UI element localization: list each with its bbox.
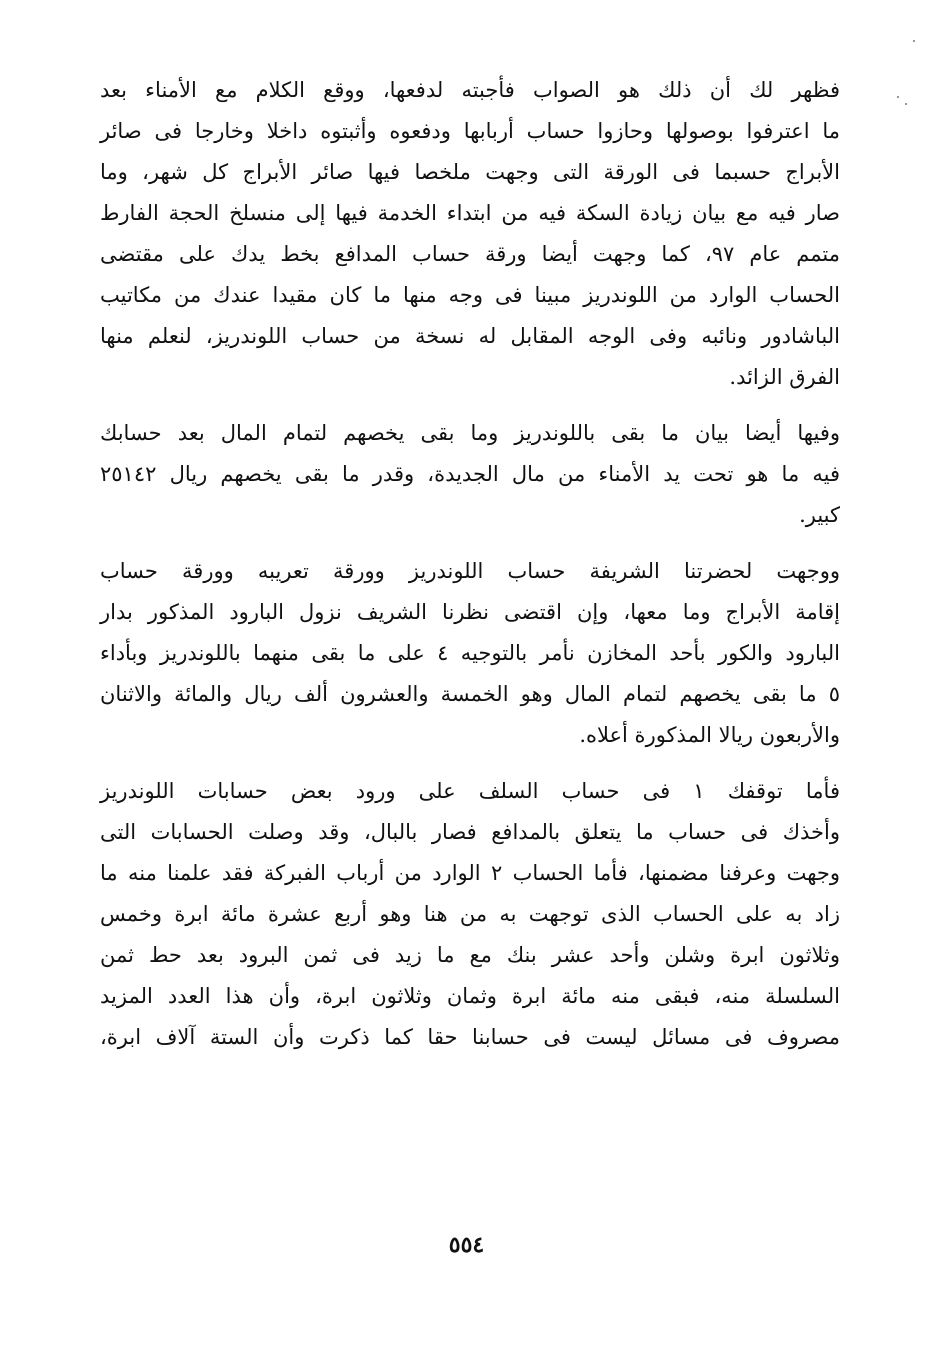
text-line: إقامة الأبراج وما معها، وإن اقتضى نظرنا الشريف نزول البارود المذكور بدار xyxy=(100,600,840,624)
text-line: السلسلة منه، فبقى منه مائة ابرة وثمان وثلاثون ابرة، وأن هذا العدد المزيد xyxy=(100,984,840,1008)
scan-speck xyxy=(897,96,899,98)
text-line: فظهر لك أن ذلك هو الصواب فأجبته لدفعها، ووقع الكلام مع الأمناء بعد xyxy=(100,78,840,102)
paragraph-2 xyxy=(100,413,840,536)
text-line: ما اعترفوا بوصولها وحازوا حساب أربابها ودفعوه وأثبتوه داخلا وخارجا فى صائر xyxy=(100,119,840,143)
text-line: والأربعون ريالا المذكورة أعلاه. xyxy=(579,723,840,747)
text-line: وفيها أيضا بيان ما بقى باللوندريز وما بقى يخصهم لتمام المال بعد حسابك xyxy=(100,421,840,445)
body-text xyxy=(100,70,840,1073)
text-line: الأبراج حسبما فى الورقة التى وجهت ملخصا فيها صائر الأبراج كل شهر، وما xyxy=(100,160,840,184)
text-line: البارود والكور بأحد المخازن نأمر بالتوجيه ٤ على ما بقى منهما باللوندريز وبأداء xyxy=(100,641,840,665)
paragraph-1 xyxy=(100,70,840,398)
scan-speck xyxy=(905,103,907,105)
text-line: فيه ما هو تحت يد الأمناء من مال الجديدة، وقدر ما بقى يخصهم ريال ٢٥١٤٢ xyxy=(100,462,840,486)
text-line: وجهت وعرفنا مضمنها، فأما الحساب ٢ الوارد من أرباب الفبركة فقد علمنا منه ما xyxy=(100,861,840,885)
text-line: زاد به على الحساب الذى توجهت به من هنا وهو أربع عشرة مائة ابرة وخمس xyxy=(100,902,840,926)
text-line: الباشادور ونائبه وفى الوجه المقابل له نسخة من حساب اللوندريز، لنعلم منها xyxy=(100,324,840,348)
text-line: فأما توقفك ١ فى حساب السلف على ورود بعض حسابات اللوندريز xyxy=(100,779,840,803)
page-number: ٥٥٤ xyxy=(448,1232,485,1258)
text-line: الحساب الوارد من اللوندريز مبينا فى وجه منها ما كان مقيدا عندك من مكاتيب xyxy=(100,283,840,307)
paragraph-3 xyxy=(100,551,840,756)
text-line: مصروف فى مسائل ليست فى حسابنا حقا كما ذكرت وأن الستة آلاف ابرة، xyxy=(100,1025,840,1049)
text-line: الفرق الزائد. xyxy=(729,365,840,389)
scan-speck xyxy=(913,40,915,42)
text-line: صار فيه مع بيان زيادة السكة فيه من ابتداء الخدمة فيها إلى منسلخ الحجة الفارط xyxy=(100,201,840,225)
paragraph-4 xyxy=(100,771,840,1058)
text-line: ووجهت لحضرتنا الشريفة حساب اللوندريز وورقة تعريبه وورقة حساب xyxy=(100,559,840,583)
text-line: متمم عام ٩٧، كما وجهت أيضا ورقة حساب المدافع بخط يدك على مقتضى xyxy=(100,242,841,266)
text-line: ٥ ما بقى يخصهم لتمام المال وهو الخمسة والعشرون ألف ريال والمائة والاثنان xyxy=(100,682,840,706)
text-line: كبير. xyxy=(799,503,840,527)
text-line: وأخذك فى حساب ما يتعلق بالمدافع فصار بالبال، وقد وصلت الحسابات التى xyxy=(100,820,840,844)
text-line: وثلاثون ابرة وشلن وأحد عشر بنك مع ما زيد فى ثمن البرود بعد حط ثمن xyxy=(100,943,840,967)
